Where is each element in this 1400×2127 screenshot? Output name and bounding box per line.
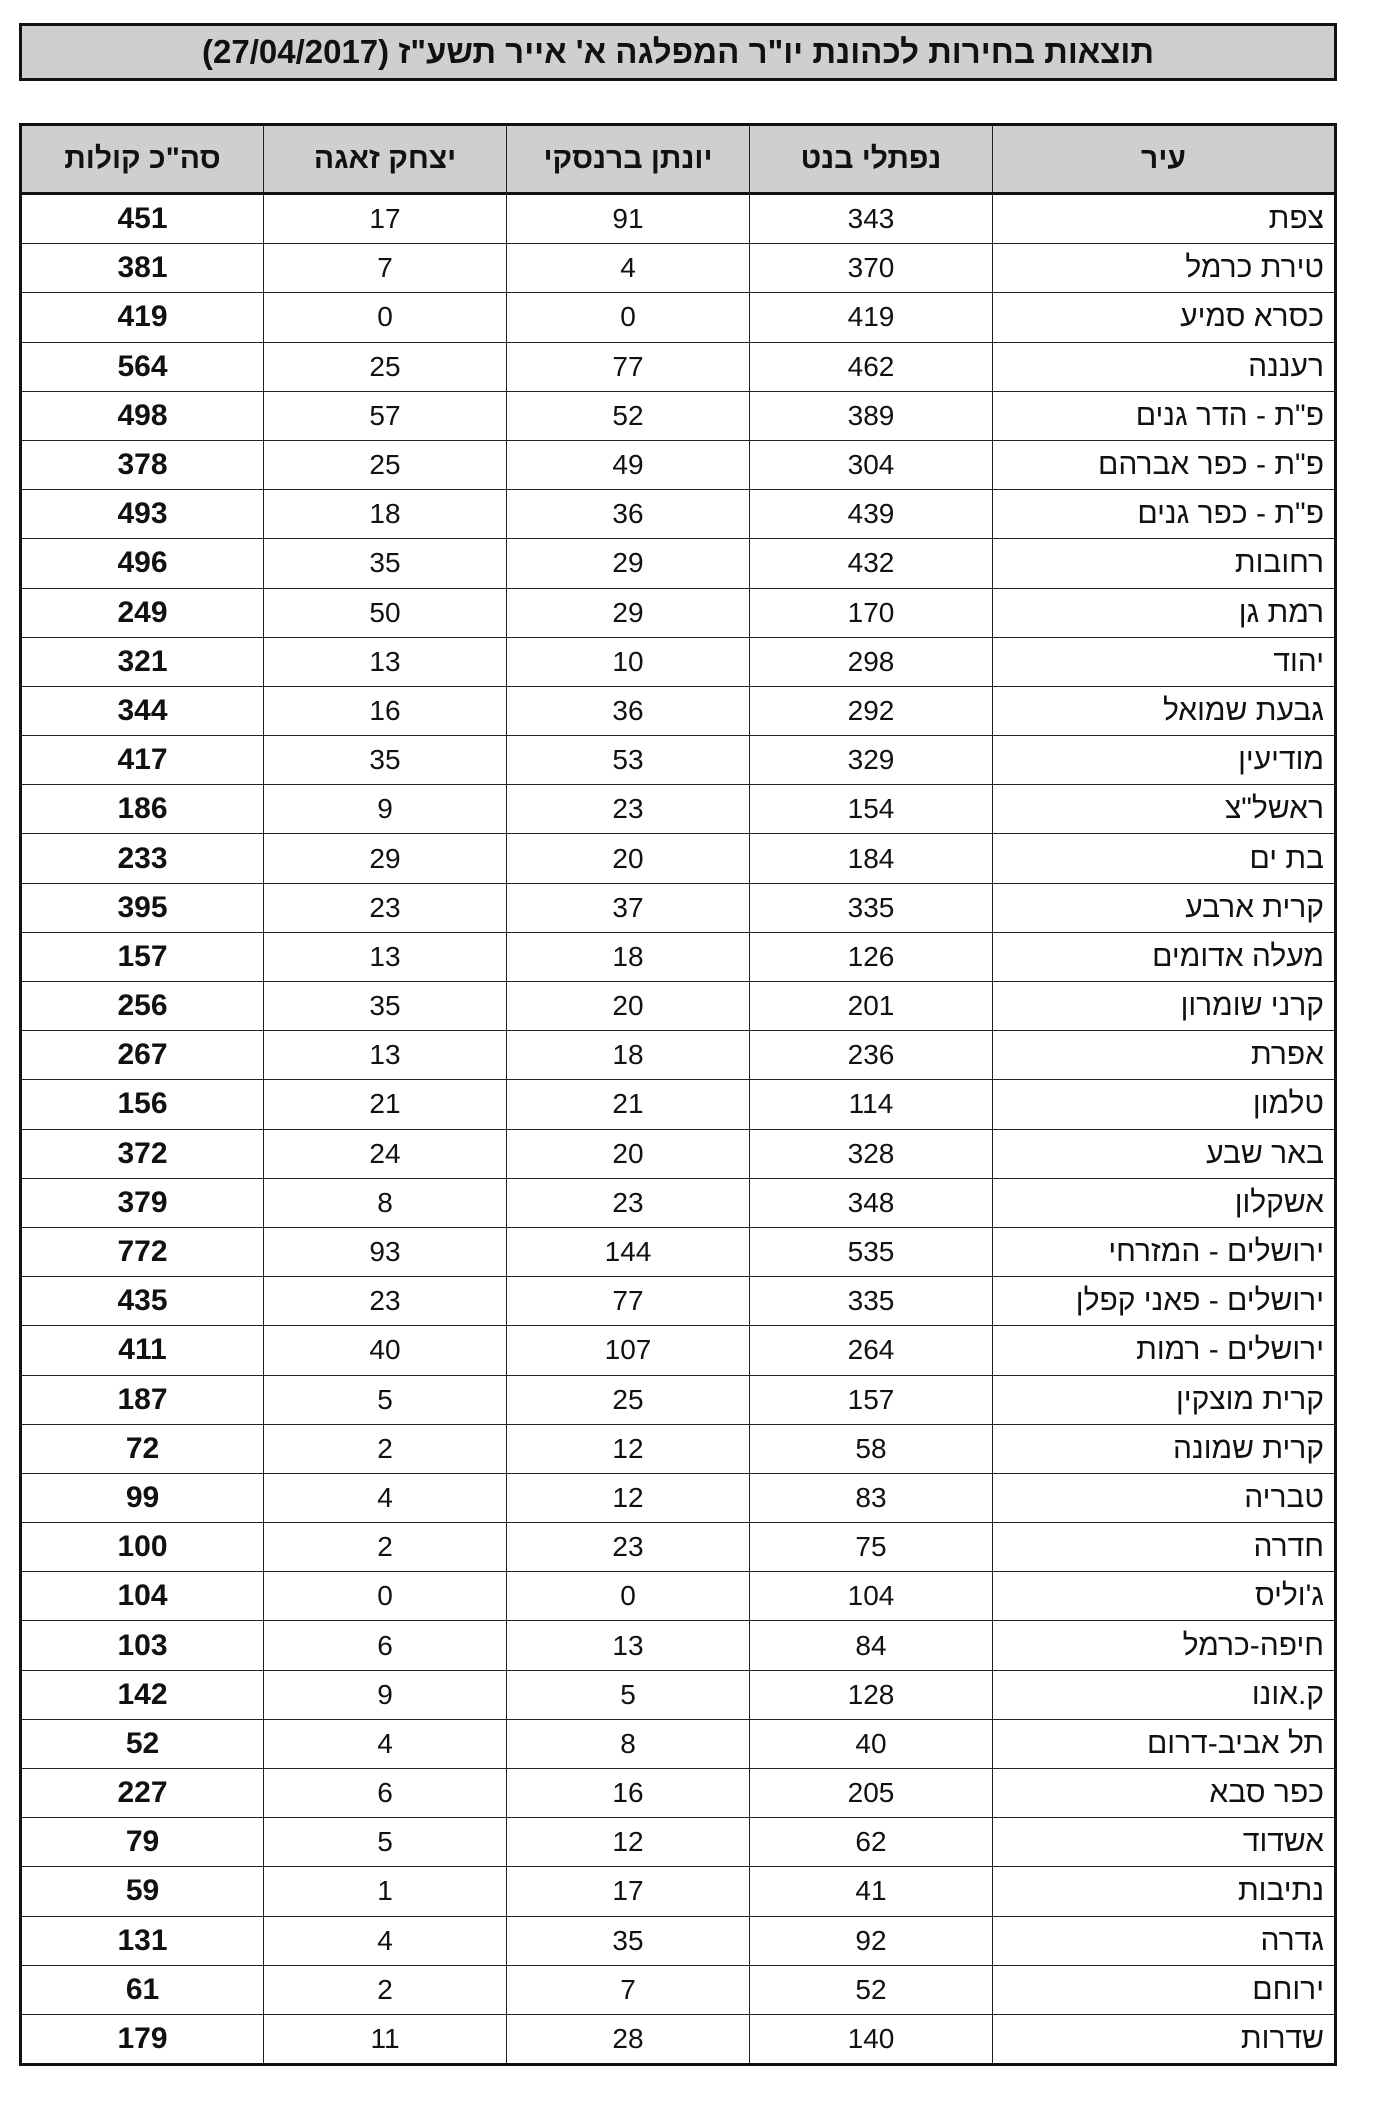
cell-bennett-votes: 52 xyxy=(750,1965,993,2014)
cell-zaga-votes: 0 xyxy=(264,1572,507,1621)
cell-city: קרית מוצקין xyxy=(993,1375,1336,1424)
cell-total-votes: 419 xyxy=(21,293,264,342)
cell-zaga-votes: 2 xyxy=(264,1965,507,2014)
cell-brenski-votes: 20 xyxy=(507,982,750,1031)
cell-total-votes: 381 xyxy=(21,244,264,293)
cell-bennett-votes: 114 xyxy=(750,1080,993,1129)
cell-total-votes: 496 xyxy=(21,539,264,588)
cell-total-votes: 321 xyxy=(21,637,264,686)
table-row xyxy=(21,932,1336,981)
cell-city: אשדוד xyxy=(993,1818,1336,1867)
cell-total-votes: 379 xyxy=(21,1178,264,1227)
cell-city: מעלה אדומים xyxy=(993,932,1336,981)
cell-city: פ"ת - כפר גנים xyxy=(993,490,1336,539)
cell-bennett-votes: 58 xyxy=(750,1424,993,1473)
cell-total-votes: 249 xyxy=(21,588,264,637)
cell-city: ירושלים - רמות xyxy=(993,1326,1336,1375)
cell-city: פ"ת - הדר גנים xyxy=(993,391,1336,440)
cell-total-votes: 61 xyxy=(21,1965,264,2014)
cell-zaga-votes: 5 xyxy=(264,1818,507,1867)
cell-brenski-votes: 144 xyxy=(507,1227,750,1276)
table-row xyxy=(21,1227,1336,1276)
cell-city: ירוחם xyxy=(993,1965,1336,2014)
cell-city: אשקלון xyxy=(993,1178,1336,1227)
cell-brenski-votes: 7 xyxy=(507,1965,750,2014)
table-row xyxy=(21,1375,1336,1424)
cell-brenski-votes: 28 xyxy=(507,2014,750,2064)
cell-brenski-votes: 37 xyxy=(507,883,750,932)
cell-total-votes: 451 xyxy=(21,194,264,244)
cell-brenski-votes: 35 xyxy=(507,1916,750,1965)
results-table xyxy=(19,123,1337,2066)
cell-bennett-votes: 104 xyxy=(750,1572,993,1621)
cell-bennett-votes: 201 xyxy=(750,982,993,1031)
cell-total-votes: 227 xyxy=(21,1769,264,1818)
table-row xyxy=(21,1031,1336,1080)
table-row xyxy=(21,1080,1336,1129)
table-row xyxy=(21,1473,1336,1522)
cell-bennett-votes: 462 xyxy=(750,342,993,391)
cell-zaga-votes: 9 xyxy=(264,1670,507,1719)
cell-zaga-votes: 4 xyxy=(264,1473,507,1522)
cell-bennett-votes: 328 xyxy=(750,1129,993,1178)
cell-brenski-votes: 29 xyxy=(507,588,750,637)
table-row xyxy=(21,1719,1336,1768)
table-row xyxy=(21,293,1336,342)
cell-total-votes: 498 xyxy=(21,391,264,440)
document-title-text: תוצאות בחירות לכהונת יו"ר המפלגה א' אייר תשע"ז (27/04/2017) xyxy=(201,33,1155,70)
cell-bennett-votes: 535 xyxy=(750,1227,993,1276)
cell-total-votes: 59 xyxy=(21,1867,264,1916)
cell-bennett-votes: 329 xyxy=(750,736,993,785)
cell-zaga-votes: 13 xyxy=(264,1031,507,1080)
cell-total-votes: 344 xyxy=(21,686,264,735)
cell-bennett-votes: 170 xyxy=(750,588,993,637)
cell-bennett-votes: 419 xyxy=(750,293,993,342)
cell-bennett-votes: 298 xyxy=(750,637,993,686)
table-row xyxy=(21,686,1336,735)
cell-city: שדרות xyxy=(993,2014,1336,2064)
cell-city: באר שבע xyxy=(993,1129,1336,1178)
table-row xyxy=(21,883,1336,932)
cell-city: אפרת xyxy=(993,1031,1336,1080)
cell-zaga-votes: 11 xyxy=(264,2014,507,2064)
cell-brenski-votes: 4 xyxy=(507,244,750,293)
table-row xyxy=(21,834,1336,883)
cell-bennett-votes: 335 xyxy=(750,1277,993,1326)
cell-zaga-votes: 7 xyxy=(264,244,507,293)
cell-brenski-votes: 77 xyxy=(507,342,750,391)
cell-total-votes: 157 xyxy=(21,932,264,981)
cell-total-votes: 79 xyxy=(21,1818,264,1867)
cell-bennett-votes: 432 xyxy=(750,539,993,588)
cell-bennett-votes: 236 xyxy=(750,1031,993,1080)
cell-brenski-votes: 53 xyxy=(507,736,750,785)
cell-total-votes: 100 xyxy=(21,1523,264,1572)
cell-brenski-votes: 49 xyxy=(507,440,750,489)
cell-zaga-votes: 23 xyxy=(264,883,507,932)
column-header-city: עיר xyxy=(993,125,1336,194)
cell-brenski-votes: 12 xyxy=(507,1473,750,1522)
cell-bennett-votes: 84 xyxy=(750,1621,993,1670)
table-row xyxy=(21,1178,1336,1227)
cell-zaga-votes: 29 xyxy=(264,834,507,883)
cell-brenski-votes: 0 xyxy=(507,1572,750,1621)
cell-brenski-votes: 12 xyxy=(507,1818,750,1867)
cell-city: מודיעין xyxy=(993,736,1336,785)
cell-bennett-votes: 126 xyxy=(750,932,993,981)
cell-zaga-votes: 6 xyxy=(264,1769,507,1818)
cell-bennett-votes: 184 xyxy=(750,834,993,883)
cell-total-votes: 493 xyxy=(21,490,264,539)
cell-city: תל אביב-דרום xyxy=(993,1719,1336,1768)
cell-total-votes: 411 xyxy=(21,1326,264,1375)
cell-zaga-votes: 1 xyxy=(264,1867,507,1916)
table-row xyxy=(21,1523,1336,1572)
cell-city: רחובות xyxy=(993,539,1336,588)
cell-total-votes: 52 xyxy=(21,1719,264,1768)
cell-city: טבריה xyxy=(993,1473,1336,1522)
cell-city: חדרה xyxy=(993,1523,1336,1572)
cell-zaga-votes: 16 xyxy=(264,686,507,735)
cell-brenski-votes: 23 xyxy=(507,1523,750,1572)
cell-bennett-votes: 75 xyxy=(750,1523,993,1572)
table-row xyxy=(21,785,1336,834)
table-row xyxy=(21,1965,1336,2014)
cell-brenski-votes: 52 xyxy=(507,391,750,440)
cell-zaga-votes: 18 xyxy=(264,490,507,539)
cell-bennett-votes: 370 xyxy=(750,244,993,293)
cell-bennett-votes: 348 xyxy=(750,1178,993,1227)
cell-total-votes: 372 xyxy=(21,1129,264,1178)
cell-bennett-votes: 40 xyxy=(750,1719,993,1768)
cell-brenski-votes: 5 xyxy=(507,1670,750,1719)
document-title xyxy=(19,23,1337,81)
table-row xyxy=(21,588,1336,637)
cell-city: ראשל"צ xyxy=(993,785,1336,834)
table-header xyxy=(21,125,1336,194)
cell-city: ירושלים - המזרחי xyxy=(993,1227,1336,1276)
cell-bennett-votes: 157 xyxy=(750,1375,993,1424)
column-header-bennett: נפתלי בנט xyxy=(750,125,993,194)
table-row xyxy=(21,490,1336,539)
table-row xyxy=(21,391,1336,440)
cell-zaga-votes: 25 xyxy=(264,440,507,489)
cell-zaga-votes: 50 xyxy=(264,588,507,637)
cell-zaga-votes: 5 xyxy=(264,1375,507,1424)
table-row xyxy=(21,637,1336,686)
cell-brenski-votes: 77 xyxy=(507,1277,750,1326)
cell-zaga-votes: 13 xyxy=(264,932,507,981)
table-row xyxy=(21,1326,1336,1375)
cell-city: צפת xyxy=(993,194,1336,244)
cell-city: קרני שומרון xyxy=(993,982,1336,1031)
table-row xyxy=(21,1129,1336,1178)
cell-city: רעננה xyxy=(993,342,1336,391)
cell-city: חיפה-כרמל xyxy=(993,1621,1336,1670)
cell-brenski-votes: 21 xyxy=(507,1080,750,1129)
cell-zaga-votes: 4 xyxy=(264,1719,507,1768)
cell-city: כסרא סמיע xyxy=(993,293,1336,342)
cell-total-votes: 142 xyxy=(21,1670,264,1719)
table-row xyxy=(21,1424,1336,1473)
cell-total-votes: 378 xyxy=(21,440,264,489)
cell-brenski-votes: 8 xyxy=(507,1719,750,1768)
cell-city: יהוד xyxy=(993,637,1336,686)
table-row xyxy=(21,440,1336,489)
cell-brenski-votes: 23 xyxy=(507,1178,750,1227)
column-header-brenski: יונתן ברנסקי xyxy=(507,125,750,194)
table-row xyxy=(21,2014,1336,2064)
column-header-zaga: יצחק זאגה xyxy=(264,125,507,194)
cell-total-votes: 256 xyxy=(21,982,264,1031)
cell-total-votes: 564 xyxy=(21,342,264,391)
cell-city: כפר סבא xyxy=(993,1769,1336,1818)
cell-brenski-votes: 12 xyxy=(507,1424,750,1473)
table-row xyxy=(21,982,1336,1031)
cell-bennett-votes: 304 xyxy=(750,440,993,489)
cell-brenski-votes: 18 xyxy=(507,932,750,981)
cell-city: ירושלים - פאני קפלן xyxy=(993,1277,1336,1326)
cell-zaga-votes: 2 xyxy=(264,1523,507,1572)
cell-bennett-votes: 92 xyxy=(750,1916,993,1965)
table-row xyxy=(21,1277,1336,1326)
cell-brenski-votes: 18 xyxy=(507,1031,750,1080)
cell-city: בת ים xyxy=(993,834,1336,883)
cell-total-votes: 267 xyxy=(21,1031,264,1080)
cell-brenski-votes: 107 xyxy=(507,1326,750,1375)
cell-city: ק.אונו xyxy=(993,1670,1336,1719)
cell-zaga-votes: 21 xyxy=(264,1080,507,1129)
cell-brenski-votes: 20 xyxy=(507,1129,750,1178)
cell-bennett-votes: 154 xyxy=(750,785,993,834)
cell-bennett-votes: 62 xyxy=(750,1818,993,1867)
cell-total-votes: 187 xyxy=(21,1375,264,1424)
cell-bennett-votes: 343 xyxy=(750,194,993,244)
cell-brenski-votes: 17 xyxy=(507,1867,750,1916)
cell-city: ג'וליס xyxy=(993,1572,1336,1621)
cell-total-votes: 104 xyxy=(21,1572,264,1621)
column-header-total: סה"כ קולות xyxy=(21,125,264,194)
cell-bennett-votes: 264 xyxy=(750,1326,993,1375)
table-row xyxy=(21,736,1336,785)
cell-city: גדרה xyxy=(993,1916,1336,1965)
cell-city: נתיבות xyxy=(993,1867,1336,1916)
cell-bennett-votes: 292 xyxy=(750,686,993,735)
cell-brenski-votes: 20 xyxy=(507,834,750,883)
cell-bennett-votes: 128 xyxy=(750,1670,993,1719)
table-row xyxy=(21,1916,1336,1965)
cell-total-votes: 417 xyxy=(21,736,264,785)
cell-zaga-votes: 8 xyxy=(264,1178,507,1227)
cell-total-votes: 186 xyxy=(21,785,264,834)
cell-zaga-votes: 25 xyxy=(264,342,507,391)
table-row xyxy=(21,1572,1336,1621)
cell-brenski-votes: 36 xyxy=(507,686,750,735)
cell-city: פ"ת - כפר אברהם xyxy=(993,440,1336,489)
cell-city: גבעת שמואל xyxy=(993,686,1336,735)
cell-brenski-votes: 10 xyxy=(507,637,750,686)
cell-brenski-votes: 16 xyxy=(507,1769,750,1818)
cell-zaga-votes: 0 xyxy=(264,293,507,342)
cell-total-votes: 156 xyxy=(21,1080,264,1129)
cell-city: טירת כרמל xyxy=(993,244,1336,293)
cell-zaga-votes: 4 xyxy=(264,1916,507,1965)
cell-total-votes: 233 xyxy=(21,834,264,883)
table-body xyxy=(21,194,1336,2065)
cell-total-votes: 435 xyxy=(21,1277,264,1326)
cell-bennett-votes: 335 xyxy=(750,883,993,932)
cell-brenski-votes: 23 xyxy=(507,785,750,834)
cell-brenski-votes: 91 xyxy=(507,194,750,244)
cell-zaga-votes: 2 xyxy=(264,1424,507,1473)
table-row xyxy=(21,1621,1336,1670)
cell-bennett-votes: 205 xyxy=(750,1769,993,1818)
cell-total-votes: 99 xyxy=(21,1473,264,1522)
cell-zaga-votes: 35 xyxy=(264,982,507,1031)
table-row xyxy=(21,539,1336,588)
table-row xyxy=(21,1818,1336,1867)
cell-zaga-votes: 93 xyxy=(264,1227,507,1276)
cell-zaga-votes: 17 xyxy=(264,194,507,244)
table-row xyxy=(21,1670,1336,1719)
table-row xyxy=(21,1867,1336,1916)
cell-bennett-votes: 140 xyxy=(750,2014,993,2064)
cell-total-votes: 131 xyxy=(21,1916,264,1965)
cell-brenski-votes: 0 xyxy=(507,293,750,342)
cell-zaga-votes: 24 xyxy=(264,1129,507,1178)
cell-zaga-votes: 9 xyxy=(264,785,507,834)
header-row xyxy=(21,125,1336,194)
table-row xyxy=(21,244,1336,293)
cell-zaga-votes: 57 xyxy=(264,391,507,440)
cell-zaga-votes: 13 xyxy=(264,637,507,686)
cell-bennett-votes: 439 xyxy=(750,490,993,539)
cell-brenski-votes: 25 xyxy=(507,1375,750,1424)
cell-bennett-votes: 41 xyxy=(750,1867,993,1916)
cell-city: רמת גן xyxy=(993,588,1336,637)
cell-city: טלמון xyxy=(993,1080,1336,1129)
table-row xyxy=(21,342,1336,391)
cell-total-votes: 72 xyxy=(21,1424,264,1473)
cell-brenski-votes: 29 xyxy=(507,539,750,588)
cell-city: קרית שמונה xyxy=(993,1424,1336,1473)
cell-brenski-votes: 13 xyxy=(507,1621,750,1670)
cell-total-votes: 395 xyxy=(21,883,264,932)
cell-zaga-votes: 35 xyxy=(264,736,507,785)
cell-total-votes: 103 xyxy=(21,1621,264,1670)
cell-bennett-votes: 83 xyxy=(750,1473,993,1522)
cell-brenski-votes: 36 xyxy=(507,490,750,539)
table-row xyxy=(21,194,1336,244)
cell-bennett-votes: 389 xyxy=(750,391,993,440)
table-row xyxy=(21,1769,1336,1818)
cell-zaga-votes: 35 xyxy=(264,539,507,588)
cell-zaga-votes: 23 xyxy=(264,1277,507,1326)
cell-zaga-votes: 6 xyxy=(264,1621,507,1670)
cell-zaga-votes: 40 xyxy=(264,1326,507,1375)
cell-city: קרית ארבע xyxy=(993,883,1336,932)
cell-total-votes: 179 xyxy=(21,2014,264,2064)
cell-total-votes: 772 xyxy=(21,1227,264,1276)
